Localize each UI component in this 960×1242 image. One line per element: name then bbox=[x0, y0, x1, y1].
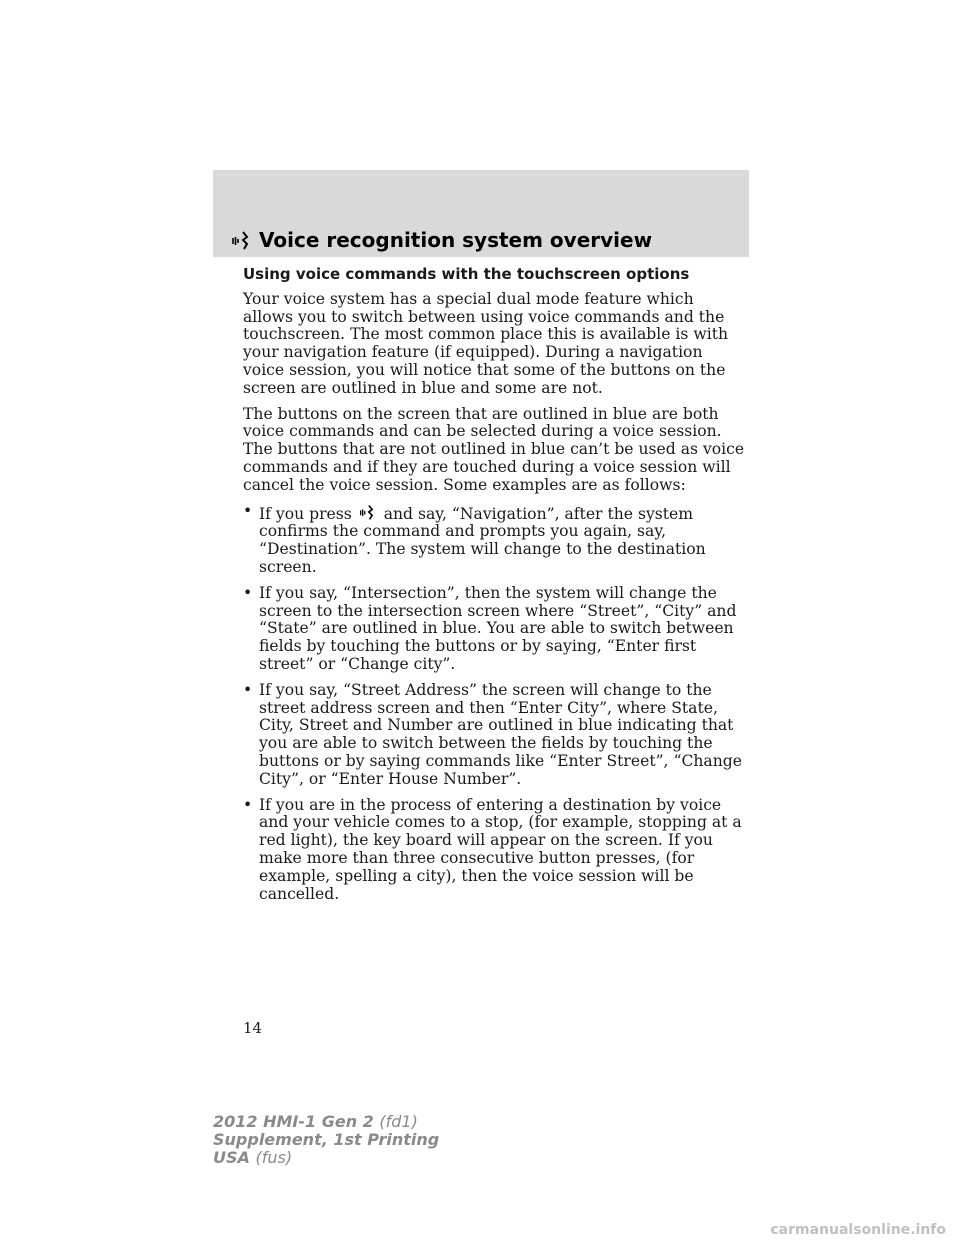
list-item bbox=[243, 585, 748, 674]
list-item-text-start: If you press bbox=[259, 504, 352, 523]
bullet-symbol: • bbox=[243, 680, 253, 699]
page-number: 14 bbox=[243, 1019, 263, 1037]
list-item bbox=[243, 797, 748, 904]
section-title bbox=[231, 228, 652, 252]
bullet-symbol: • bbox=[243, 583, 253, 602]
bullet-symbol: • bbox=[243, 795, 253, 814]
examples-list bbox=[243, 503, 748, 904]
footer-line-1 bbox=[213, 1113, 439, 1131]
footer-line-2: Supplement, 1st Printing bbox=[213, 1130, 440, 1149]
footer-model-code: (fd1) bbox=[379, 1112, 418, 1131]
list-item-text: If you say, “Street Address” the screen will change to the street address screen and then “Enter City”, where State, City, Street and Number are outlined in blue indicating that you are able to switch between the fields by touching the buttons or by saying commands like “Enter Street”, “Change City”, or “Enter House Number”. bbox=[259, 680, 742, 788]
footer-line-3 bbox=[213, 1149, 439, 1167]
section-header-band bbox=[213, 170, 749, 257]
page-content bbox=[243, 266, 748, 911]
footer-region-code: (fus) bbox=[255, 1148, 293, 1167]
bullet-symbol: • bbox=[243, 501, 253, 520]
paragraph-buttons: The buttons on the screen that are outlined in blue are both voice commands and can be selected during a voice session. The buttons that are not outlined in blue can’t be used as voice commands and if they are touched during a voice session will cancel the voice session. Some examples are as follows: bbox=[243, 404, 745, 494]
footer-region: USA bbox=[213, 1148, 250, 1167]
list-item bbox=[243, 503, 748, 577]
footer-model: 2012 HMI-1 Gen 2 bbox=[213, 1112, 374, 1131]
list-item-text-end: and say, “Navigation”, after the system confirms the command and prompts you again, say, “Destination”. The system will change to the destination screen. bbox=[259, 504, 706, 576]
subsection-heading: Using voice commands with the touchscreen options bbox=[243, 265, 690, 283]
paragraph-intro: Your voice system has a special dual mode feature which allows you to switch between using voice commands and the touchscreen. The most common place this is available is with your navigation feature (if equipped). During a navigation voice session, you will notice that some of the buttons on the screen are outlined in blue and some are not. bbox=[243, 289, 728, 397]
voice-command-icon bbox=[231, 229, 253, 251]
site-watermark: carmanualsonline.info bbox=[770, 1222, 946, 1238]
list-item bbox=[243, 682, 748, 789]
list-item-text: If you say, “Intersection”, then the system will change the screen to the intersection screen where “Street”, “City” and “State” are outlined in blue. You are able to switch between fields by touching the buttons or by saying, “Enter first street” or “Change city”. bbox=[259, 583, 737, 673]
print-footer bbox=[213, 1113, 439, 1167]
list-item-text: If you are in the process of entering a destination by voice and your vehicle comes to a stop, (for example, stopping at a red light), the key board will appear on the screen. If you make more than three consecutive button presses, (for example, spelling a city), then the voice session will be cancelled. bbox=[259, 795, 742, 903]
voice-command-icon bbox=[359, 503, 377, 521]
section-title-text: Voice recognition system overview bbox=[259, 228, 653, 252]
